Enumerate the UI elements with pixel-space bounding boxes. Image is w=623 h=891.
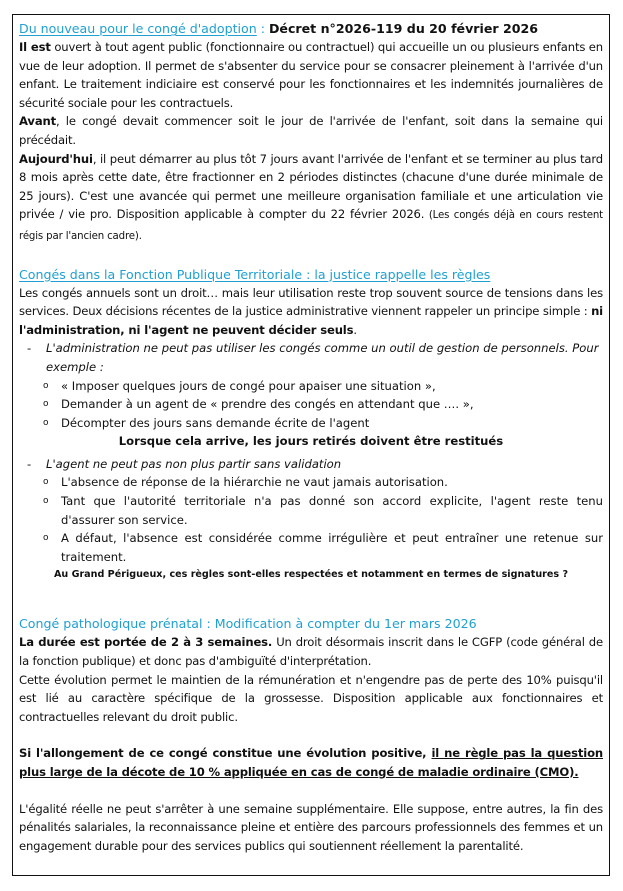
list-item: o Tant que l'autorité territoriale n'a pas donné son accord explicite, l'agent reste tenu d'assurer son service. [19,492,603,529]
section3-intro: La durée est portée de 2 à 3 semaines. Un droit désormais inscrit dans le CGFP (code général de la fonction publique) et donc pas d'ambiguïté d'interprétation. [19,635,603,669]
section3-positive: Si l'allongement de ce congé constitue une évolution positive, il ne règle pas la question plus large de la décote de 10 % appliquée en cas de congé de maladie ordinaire (CMO). [19,746,603,779]
list-item: o A défaut, l'absence est considérée comme irrégulière et peut entraîner une retenue sur traitement. [19,529,603,566]
section3-heading: Congé pathologique prénatal : Modification à compter du 1er mars 2026 [19,616,477,632]
list-item: o Décompter des jours sans demande écrite de l'agent [19,414,603,433]
administration-examples [19,377,603,433]
section1-before: Avant, le congé devait commencer soit le jour de l'arrivée de l'enfant, soit dans la semaine qui précédait. [19,114,603,147]
decree-reference: Décret n°2026-119 du 20 février 2026 [268,21,539,36]
section3-evolution: Cette évolution permet le maintien de la rémunération et n'engendre pas de perte des 10% puisqu'il est lié au caractère spécifique de la grossesse. Disposition applicable aux fonctionnaires et contractuelles relevant du droit public. [19,672,603,724]
section3-equality: L'égalité réelle ne peut s'arrêter à une semaine supplémentaire. Elle suppose, entre autres, la fin des pénalités salariales, la reconnaissance pleine et entière des parcours professionnels des femmes et un engagement durable pour des services publics qui soutiennent réellement la parentalité. [19,801,603,853]
section1-intro: Il est ouvert à tout agent public (fonctionnaire ou contractuel) qui accueille un ou plusieurs enfants en vue de leur adoption. Il permet de s'absenter du service pour se consacrer pleinement à l'arrivée d'un enfant. Le traitement indiciaire est conservé pour les fonctionnaires et les indemnités journalières de sécurité sociale pour les contractuels. [19,40,603,110]
grand-perigueux-question: Au Grand Périgueux, ces règles sont-elles respectées et notamment en termes de signatures ? [53,569,569,581]
section1-today: Aujourd'hui, il peut démarrer au plus tôt 7 jours avant l'arrivée de l'enfant et se terminer au plus tard 8 mois après cette date, être fractionner en 2 périodes distinctes (chacune d'une durée minimale de 25 jours). C'est une avancée qui permet une meilleure organisation familiale et une articulation vie privée / vie pro. Disposition applicable à compter du 22 février 2026. (Les congés déjà en cours restent régis par l'ancien cadre). [19,151,604,242]
newsletter-box [12,14,610,876]
restitution-conclusion: Lorsque cela arrive, les jours retirés doivent être restitués [118,434,504,449]
agent-rules [19,473,603,566]
rules-list [19,339,603,376]
list-item: o Demander à un agent de « prendre des congés en attendant que …. », [19,395,603,414]
rules-list-agent [19,455,603,474]
list-item: o « Imposer quelques jours de congé pour apaiser une situation », [19,377,603,396]
section2-intro: Les congés annuels sont un droit… mais leur utilisation reste trop souvent source de tensions dans les services. Deux décisions récentes de la justice administrative viennent rappeler un principe simple : ni l'administration, ni l'agent ne peuvent décider seuls. [19,285,603,337]
section1-title: Du nouveau pour le congé d'adoption [19,21,257,36]
section2-title: Congés dans la Fonction Publique Territoriale : la justice rappelle les règles [19,266,491,282]
rule-agent: - L'agent ne peut pas non plus partir sans validation [19,455,603,474]
section2-heading [19,265,603,284]
list-item: o L'absence de réponse de la hiérarchie ne vaut jamais autorisation. [19,473,603,492]
rule-administration: - L'administration ne peut pas utiliser les congés comme un outil de gestion de personnels. Pour exemple : [19,339,603,376]
section1-heading: Du nouveau pour le congé d'adoption : Décret n°2026-119 du 20 février 2026 [19,21,539,36]
